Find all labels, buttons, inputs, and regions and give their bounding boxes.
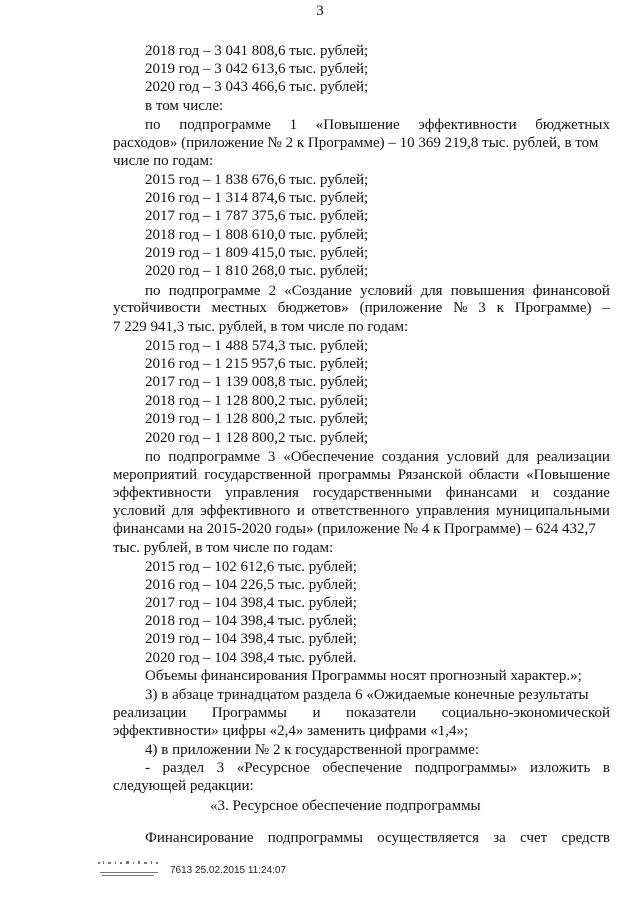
text-line: по подпрограмме 1 «Повышение эффективности бюджетных <box>145 117 610 133</box>
text-line: 2020 год – 1 810 268,0 тыс. рублей; <box>145 263 369 279</box>
text-line: Объемы финансирования Программы носят прогнозный характер.»; <box>145 668 582 684</box>
text-line: Финансирование подпрограммы осуществляется за счет средств <box>145 830 610 846</box>
text-line: 2018 год – 1 808 610,0 тыс. рублей; <box>145 227 369 243</box>
text-line: 2019 год – 104 398,4 тыс. рублей; <box>145 631 357 647</box>
text-line: следующей редакции: <box>113 778 254 794</box>
text-line: 2015 год – 1 838 676,6 тыс. рублей; <box>145 172 369 188</box>
text-line: 2019 год – 1 809 415,0 тыс. рублей; <box>145 245 369 261</box>
text-line: в том числе: <box>145 98 224 114</box>
text-line: 7 229 941,3 тыс. рублей, в том числе по годам: <box>113 319 409 335</box>
text-line: 2016 год – 104 226,5 тыс. рублей; <box>145 577 357 593</box>
footer-stamp <box>96 859 286 881</box>
text-line: эффективности управления государственными финансами и создание <box>113 485 610 501</box>
text-line: 2015 год – 102 612,6 тыс. рублей; <box>145 559 357 575</box>
text-line: 2015 год – 1 488 574,3 тыс. рублей; <box>145 338 369 354</box>
text-line: - раздел 3 «Ресурсное обеспечение подпрограммы» изложить в <box>145 760 610 776</box>
document-number-timestamp: 7613 25.02.2015 11:24:07 <box>170 864 287 876</box>
text-line: эффективности» цифры «2,4» заменить цифрами «1,4»; <box>113 723 469 739</box>
text-line: финансами на 2015-2020 годы» (приложение № 4 к Программе) – 624 432,7 <box>113 521 596 537</box>
text-line: числе по годам: <box>113 153 214 169</box>
text-line: условий для эффективного и ответственного управления муниципальными <box>113 503 610 519</box>
text-line: 2019 год – 3 042 613,6 тыс. рублей; <box>145 61 369 77</box>
text-line: устойчивости местных бюджетов» (приложение № 3 к Программе) – <box>113 300 610 316</box>
text-line: 4) в приложении № 2 к государственной программе: <box>145 742 480 758</box>
text-line: расходов» (приложение № 2 к Программе) – 10 369 219,8 тыс. рублей, в том <box>113 135 599 151</box>
page-number: 3 <box>316 3 324 19</box>
text-line: реализации Программы и показатели социально-экономической <box>113 705 610 721</box>
text-line: мероприятий государственной программы Рязанской области «Повышение <box>113 467 610 483</box>
text-line: 2020 год – 104 398,4 тыс. рублей. <box>145 650 357 666</box>
text-line: 2018 год – 104 398,4 тыс. рублей; <box>145 613 357 629</box>
text-line: 2018 год – 3 041 808,6 тыс. рублей; <box>145 43 369 59</box>
text-line: 2017 год – 104 398,4 тыс. рублей; <box>145 595 357 611</box>
text-line: 2020 год – 3 043 466,6 тыс. рублей; <box>145 79 369 95</box>
barcode-stamp-icon <box>96 859 164 881</box>
text-line: 2016 год – 1 314 874,6 тыс. рублей; <box>145 190 369 206</box>
text-line: 2017 год – 1 139 008,8 тыс. рублей; <box>145 374 369 390</box>
text-line: 2019 год – 1 128 800,2 тыс. рублей; <box>145 411 369 427</box>
text-line: «3. Ресурсное обеспечение подпрограммы <box>210 798 481 814</box>
text-line: 3) в абзаце тринадцатом раздела 6 «Ожидаемые конечные результаты <box>145 687 589 703</box>
text-line: тыс. рублей, в том числе по годам: <box>113 540 334 556</box>
text-line: 2018 год – 1 128 800,2 тыс. рублей; <box>145 393 369 409</box>
text-line: 2020 год – 1 128 800,2 тыс. рублей; <box>145 430 369 446</box>
text-line: по подпрограмме 3 «Обеспечение создания условий для реализации <box>145 449 610 465</box>
text-line: по подпрограмме 2 «Создание условий для повышения финансовой <box>145 283 610 299</box>
text-line: 2017 год – 1 787 375,6 тыс. рублей; <box>145 208 369 224</box>
text-line: 2016 год – 1 215 957,6 тыс. рублей; <box>145 356 369 372</box>
